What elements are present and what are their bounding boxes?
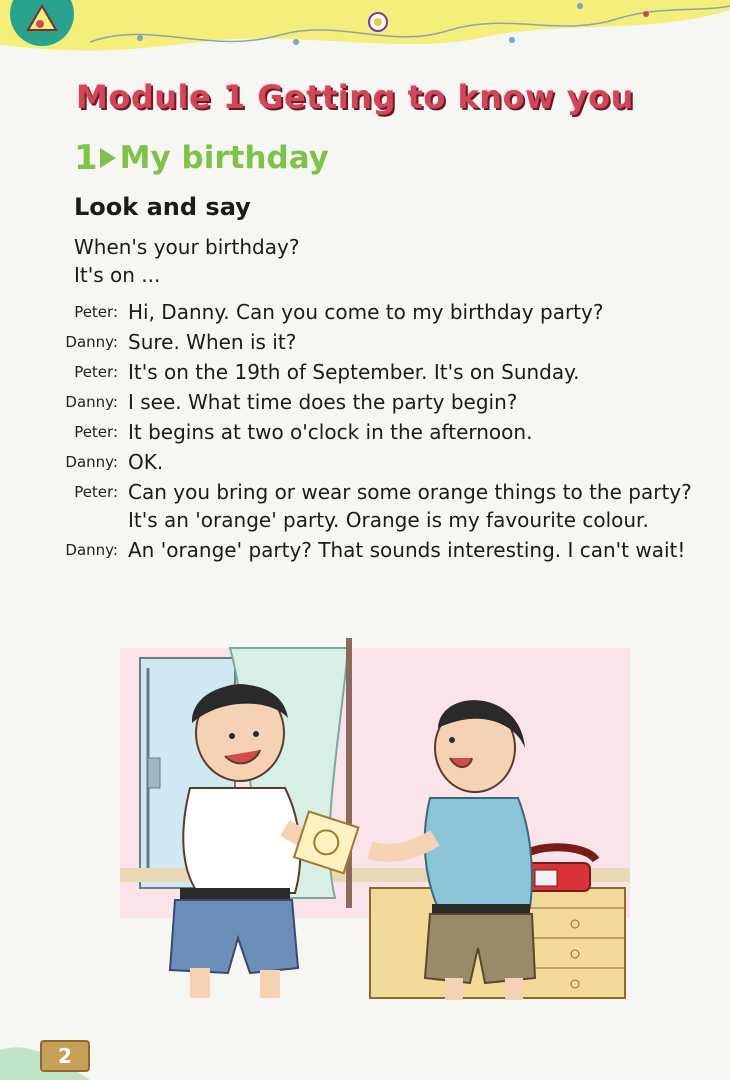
section-title: Look and say bbox=[74, 193, 251, 221]
unit-title: My birthday bbox=[119, 140, 329, 176]
unit-arrow-icon bbox=[100, 148, 116, 168]
dialogue-line bbox=[60, 328, 725, 356]
speaker-label: Peter: bbox=[74, 423, 118, 441]
speech-text: I see. What time does the party begin? bbox=[128, 390, 518, 414]
dialogue-line bbox=[60, 388, 725, 416]
module-title: Module 1 Getting to know you bbox=[76, 78, 634, 116]
birthday-invitation-illustration bbox=[120, 638, 630, 1003]
unit-heading bbox=[74, 140, 329, 176]
speaker-label: Peter: bbox=[74, 483, 118, 501]
prompt-answer: It's on ... bbox=[74, 263, 161, 287]
flower-icon bbox=[369, 13, 387, 31]
speech-text: OK. bbox=[128, 450, 164, 474]
dialogue-line bbox=[60, 478, 725, 534]
speech-text: Can you bring or wear some orange things to the party? It's an 'orange' party. Orange is my favourite colour. bbox=[128, 480, 692, 532]
dialogue-line bbox=[60, 536, 725, 564]
dialogue-line bbox=[60, 358, 725, 386]
speech-text: It's on the 19th of September. It's on Sunday. bbox=[128, 360, 580, 384]
unit-number: 1 bbox=[74, 138, 98, 178]
speech-text: Hi, Danny. Can you come to my birthday party? bbox=[128, 300, 604, 324]
speaker-label: Danny: bbox=[65, 393, 118, 411]
speaker-label: Danny: bbox=[65, 333, 118, 351]
dialogue-line bbox=[60, 418, 725, 446]
top-decorative-banner bbox=[0, 0, 730, 70]
dialogue bbox=[60, 298, 725, 566]
speech-text: Sure. When is it? bbox=[128, 330, 297, 354]
speaker-label: Danny: bbox=[65, 453, 118, 471]
speaker-label: Peter: bbox=[74, 303, 118, 321]
prompt-question: When's your birthday? bbox=[74, 235, 300, 259]
dialogue-line bbox=[60, 298, 725, 326]
dialogue-line bbox=[60, 448, 725, 476]
speech-text: An 'orange' party? That sounds interesting. I can't wait! bbox=[128, 538, 686, 562]
speaker-label: Peter: bbox=[74, 363, 118, 381]
speaker-label: Danny: bbox=[65, 541, 118, 559]
speech-text: It begins at two o'clock in the afternoon. bbox=[128, 420, 533, 444]
page-number: 2 bbox=[40, 1040, 90, 1072]
